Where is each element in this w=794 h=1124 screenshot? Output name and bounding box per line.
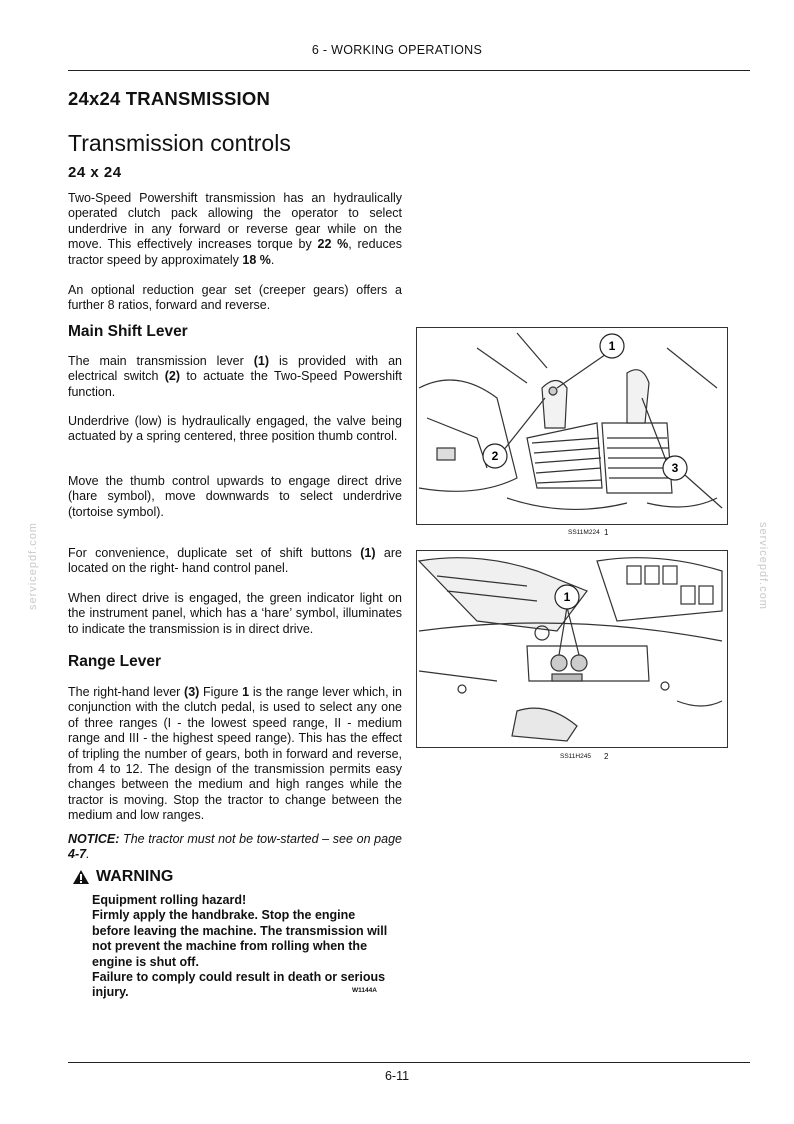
intro-paragraph-2: An optional reduction gear set (creeper gears) offers a further 8 ratios, forward and reverse. [68,283,402,313]
warning-line-1: Equipment rolling hazard! [92,893,247,907]
range-lever-heading: Range Lever [68,653,162,670]
figure-1-callout-1: 1 [608,339,616,353]
warning-triangle-icon [72,869,90,885]
warning-label: WARNING [96,868,174,885]
running-header: 6 - WORKING OPERATIONS [311,43,483,57]
warning-code: W1144A [352,987,377,994]
watermark-right: servicepdf.com [757,522,769,610]
main-shift-paragraph-4: For convenience, duplicate set of shift buttons (1) are located on the right- hand control panel. [68,546,402,576]
figure-2-number: 2 [604,752,609,761]
warning-title [72,868,173,886]
main-shift-paragraph-5: When direct drive is engaged, the green indicator light on the instrument panel, which has a ‘hare’ symbol, illuminates to indicate the transmission is in direct drive. [68,591,402,636]
intro-paragraph-1: Two-Speed Powershift transmission has an hydraulically operated clutch pack allowing the operator to select underdrive in any forward or reverse gear while on the move. This effectively increases torque by 22 %, reduces tractor speed by approximately 18 %. [68,191,402,267]
main-shift-heading: Main Shift Lever [68,323,188,340]
main-shift-paragraph-3: Move the thumb control upwards to engage direct drive (hare symbol), move downwards to select underdrive (tortoise symbol). [68,474,402,519]
main-shift-paragraph-2: Underdrive (low) is hydraulically engaged, the valve being actuated by a spring centered, three position thumb control. [68,414,402,444]
main-shift-paragraph-1: The main transmission lever (1) is provided with an electrical switch (2) to actuate the Two-Speed Powershift function. [68,354,402,399]
footer-rule [68,1062,750,1063]
figure-2-code: SS11H245 [560,753,591,760]
figure-1-callout-2: 2 [491,449,499,463]
figure-1-callout-3: 3 [671,461,679,475]
page-number: 6-11 [384,1069,410,1083]
warning-line-3: Failure to comply could result in death or serious injury. [92,970,386,1000]
topic-subtitle: 24 x 24 [68,164,122,181]
topic-title: Transmission controls [68,130,291,156]
figure-2-callout-1: 1 [563,590,571,604]
figure-1-number: 1 [604,528,609,537]
watermark-left: servicepdf.com [27,522,39,610]
notice-paragraph: NOTICE: The tractor must not be tow-started – see on page 4-7. [68,832,402,862]
warning-line-2: Firmly apply the handbrake. Stop the engine before leaving the machine. The transmission will not prevent the machine from rolling when the engine is shut off. [92,908,388,969]
range-lever-paragraph: The right-hand lever (3) Figure 1 is the range lever which, in conjunction with the clutch pedal, is used to select any one of three ranges (I - the lowest speed range, II - medium range and III - the highest speed range). This has the effect of tripling the number of gears, both in forward and reverse, from 4 to 12. The design of the transmission permits easy changes between the medium and high ranges while the tractor is moving. Stop the tractor to change between the medium and low ranges. [68,685,402,823]
figure-2-illustration [416,550,728,748]
header-rule [68,70,750,71]
control-panel-drawing [417,551,727,747]
warning-body [92,893,392,1001]
gear-lever-drawing [417,328,727,524]
figure-1-illustration [416,327,728,525]
section-title: 24x24 TRANSMISSION [68,88,271,109]
figure-1-code: SS11M224 [568,529,600,536]
